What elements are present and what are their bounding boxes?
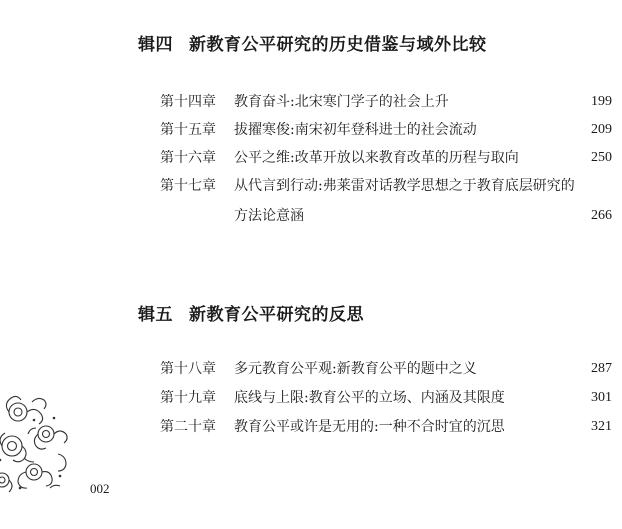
- part-label: 辑四: [138, 35, 173, 55]
- chapter-number: 第十八章: [160, 361, 216, 377]
- chapter-number: 第十七章: [160, 178, 216, 194]
- part-title: 新教育公平研究的反思: [189, 305, 364, 325]
- chapter-title: 公平之维:改革开放以来教育改革的历程与取向: [234, 150, 519, 166]
- chapter-title: 教育奋斗:北宋寒门学子的社会上升: [234, 94, 449, 110]
- page-ref: 287: [591, 361, 612, 376]
- page-ref: 301: [591, 390, 612, 405]
- chapter-title: 底线与上限:教育公平的立场、内涵及其限度: [234, 390, 505, 406]
- floral-scroll-ornament-icon: [0, 390, 78, 496]
- page-ref: 209: [591, 122, 612, 137]
- chapter-number: 第二十章: [160, 419, 216, 435]
- chapter-title: 教育公平或许是无用的:一种不合时宜的沉思: [234, 419, 505, 435]
- chapter-title: 从代言到行动:弗莱雷对话教学思想之于教育底层研究的方法论意涵: [234, 178, 575, 224]
- chapter-number: 第十四章: [160, 94, 216, 110]
- part-title: 新教育公平研究的历史借鉴与域外比较: [189, 35, 487, 55]
- page-number: 002: [90, 481, 110, 496]
- chapter-title: 拔擢寒俊:南宋初年登科进士的社会流动: [234, 122, 477, 138]
- page-ref: 199: [591, 94, 612, 109]
- chapter-number: 第十九章: [160, 390, 216, 406]
- page-ref: 321: [591, 419, 612, 434]
- part-label: 辑五: [138, 305, 173, 325]
- page-ref: 250: [591, 150, 612, 165]
- chapter-number: 第十五章: [160, 122, 216, 138]
- toc-entry[interactable]: [160, 174, 612, 234]
- chapter-number: 第十六章: [160, 150, 216, 166]
- part-heading-4: [138, 30, 487, 55]
- page-ref: 266: [591, 208, 612, 223]
- chapter-title: 多元教育公平观:新教育公平的题中之义: [234, 361, 477, 377]
- part-heading-5: [138, 300, 364, 325]
